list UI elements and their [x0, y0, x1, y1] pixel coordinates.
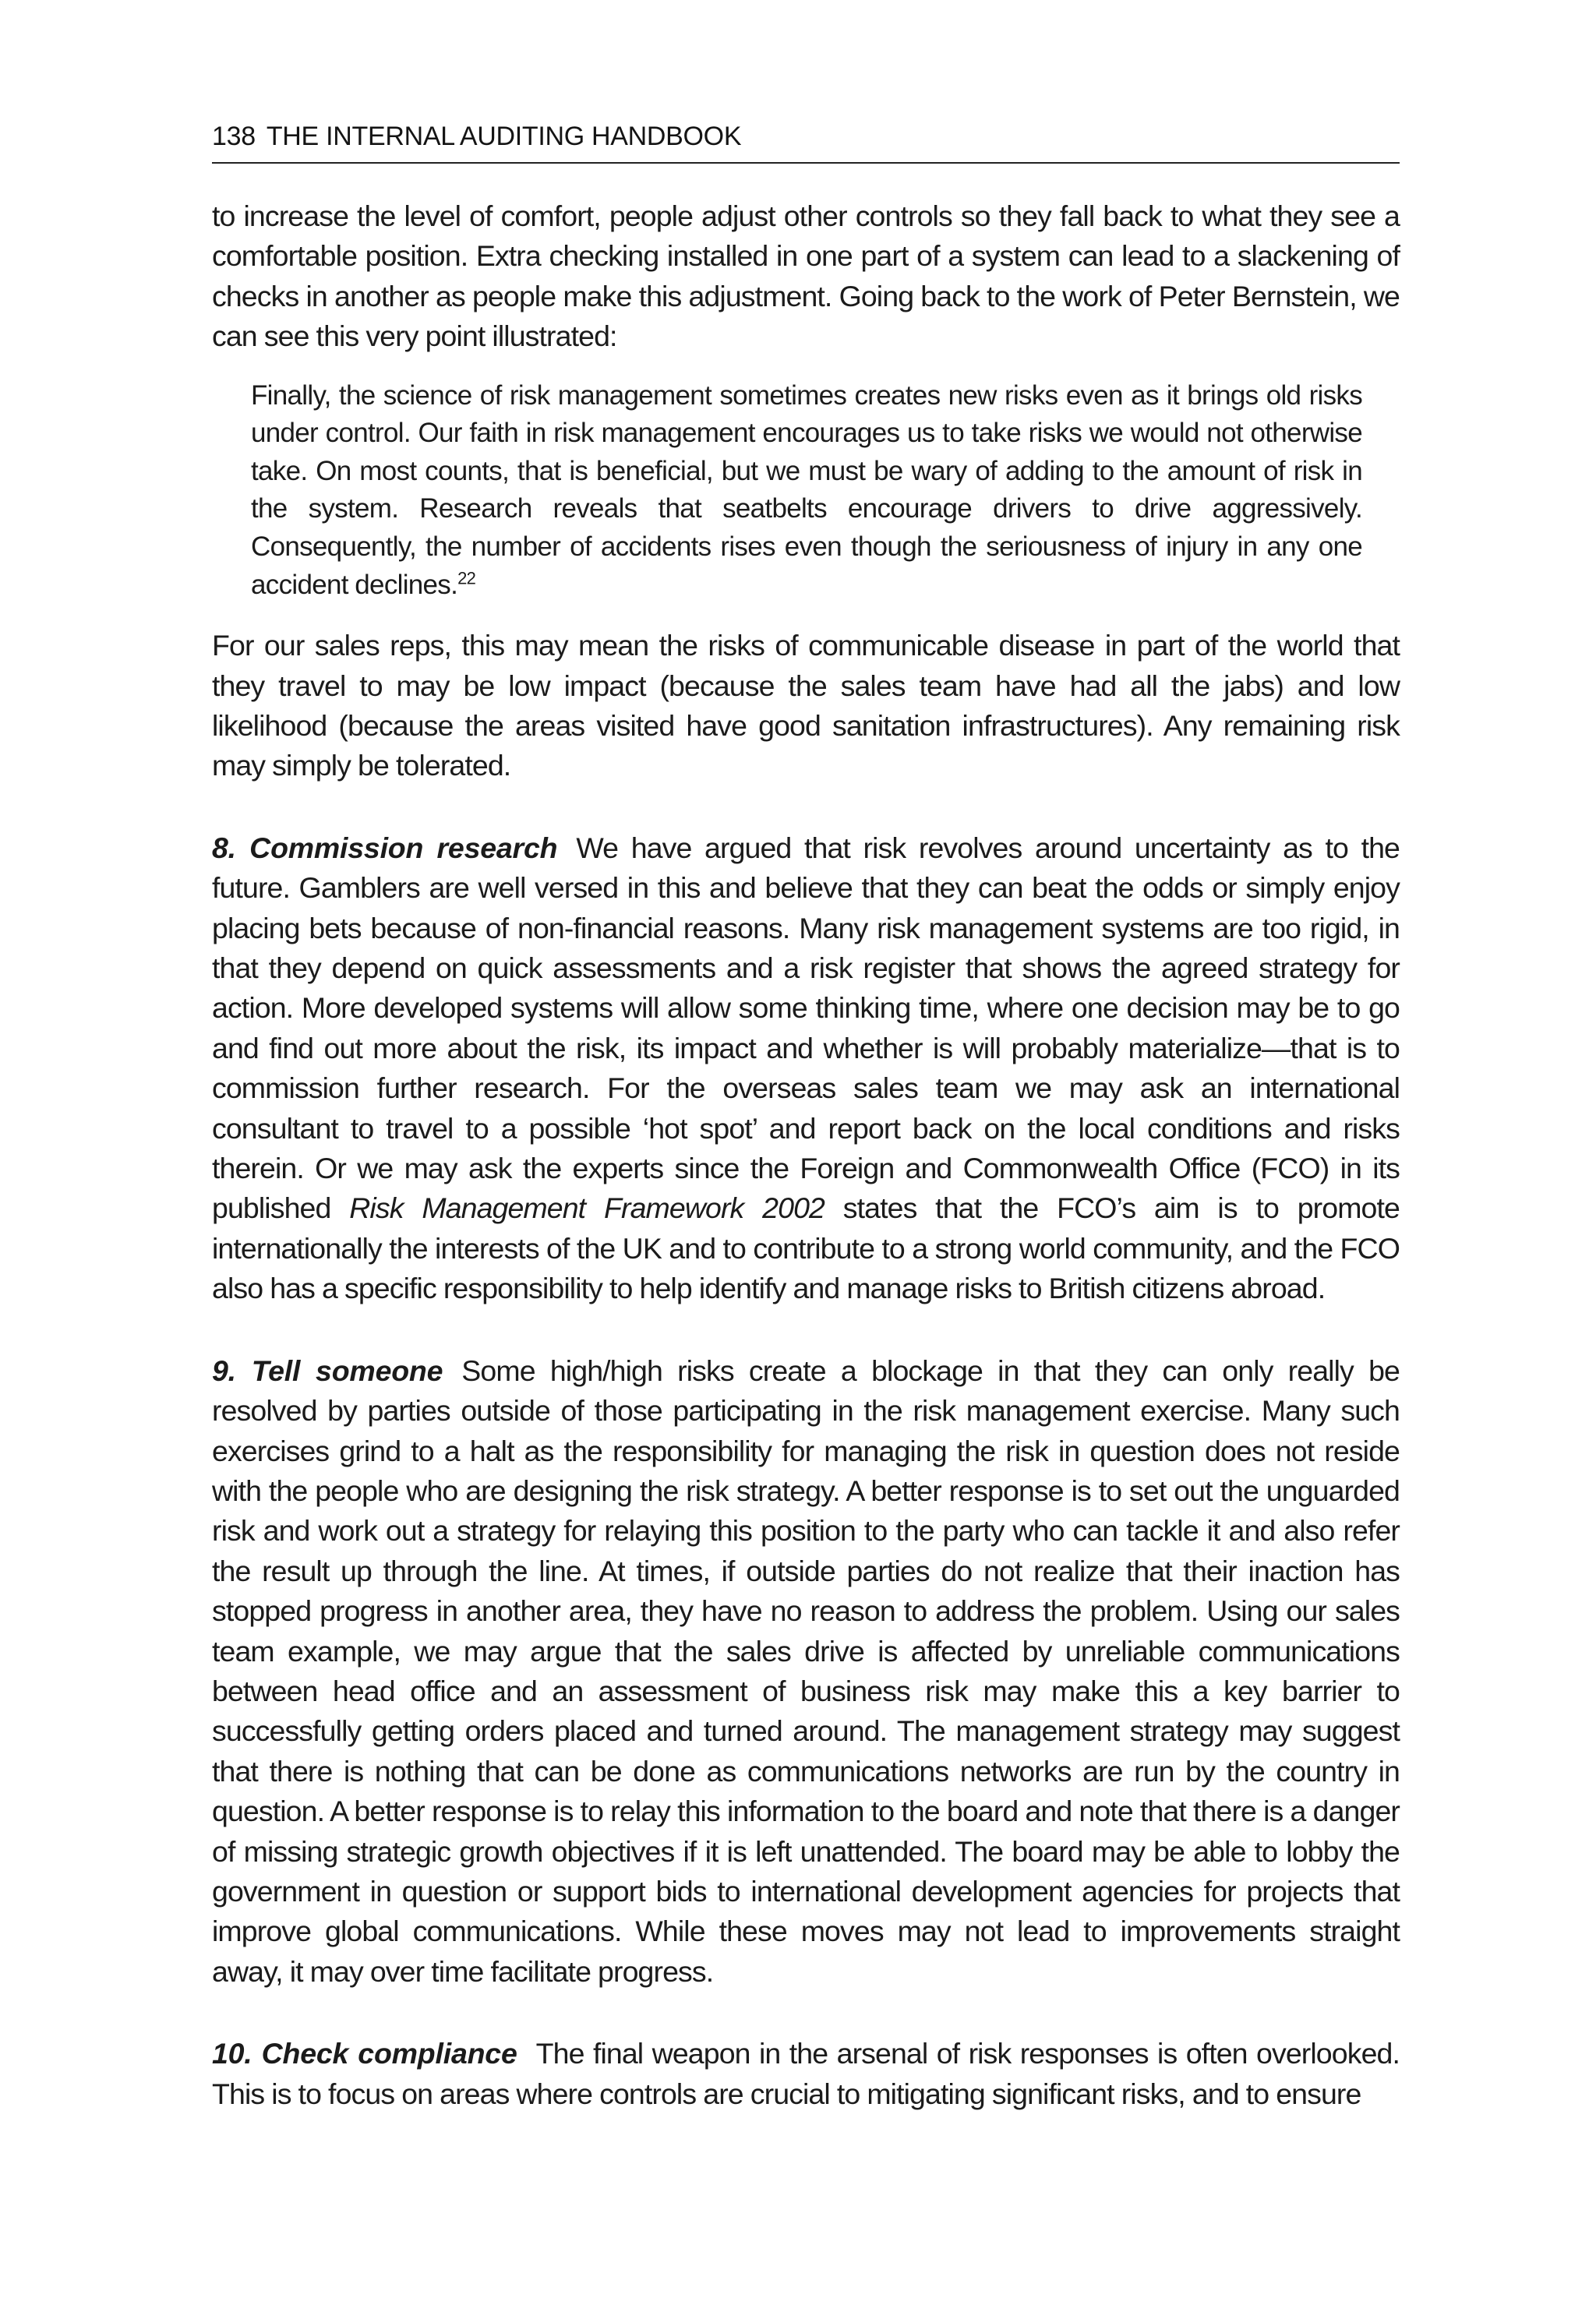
section-text: Some high/high risks create a blockage in that they can only really be resolved by parties outside of those participating in the risk management exercise. Many such exercises grind to a halt as the responsibility for managing the risk in question does not reside with the people who are designing the risk strategy. A better response is to set out the unguarded risk and work out a strategy for relaying this position to the party who can tackle it and also refer the result up through the line. At times, if outside parties do not realize that their inaction has stopped progress in another area, they have no reason to address the problem. Using our sales team example, we may argue that the sales drive is affected by unreliable communications between head office and an assessment of business risk may make this a key barrier to successfully getting orders placed and turned around. The management strategy may suggest that there is nothing that can be done as communications networks are run by the country in question. A better response is to relay this information to the board and note that there is a danger of missing strategic growth objectives if it is left unattended. The board may be able to lobby the government in question or support bids to international development agencies for projects that improve global communications. While these moves may not lead to improvements straight away, it may over time facilitate progress.: [212, 1354, 1400, 1988]
page-number: 138: [212, 122, 256, 151]
section-text: The final weapon in the arsenal of risk responses is often overlooked. This is to focus on areas where controls are crucial to mitigating significant risks, and to ensure: [212, 2037, 1400, 2110]
section-heading: 9. Tell someone: [212, 1354, 443, 1387]
section-text-continued: states that the FCO’s aim is to promote internationally the interests of the UK and to contribute to a strong world community, and the FCO also has a specific responsibility to help identify and manage risks to British citizens abroad.: [212, 1191, 1400, 1305]
quote-text: Finally, the science of risk management sometimes creates new risks even as it brings old risks under control. Our faith in risk management encourages us to take risks we would not otherwise take. On most counts, that is beneficial, but we must be wary of adding to the amount of risk in the system. Research reveals that seatbelts encourage drivers to drive aggressively. Consequently, the number of accidents rises even though the seriousness of injury in any one accident declines.: [251, 379, 1362, 600]
sales-reps-paragraph: For our sales reps, this may mean the risks of communicable disease in part of the world that they travel to may be low impact (because the sales team have had all the jabs) and low likelihood (because the areas visited have good sanitation infrastructures). Any remaining risk may simply be tolerated.: [212, 629, 1400, 782]
section-commission-research: [212, 828, 1400, 1309]
section-heading: 8. Commission research: [212, 831, 558, 864]
page-body: [212, 196, 1400, 2114]
block-quote: [251, 377, 1362, 605]
section-text: We have argued that risk revolves around uncertainty as to the future. Gamblers are well versed in this and believe that they can beat the odds or simply enjoy placing bets because of non-financial reasons. Many risk management systems are too rigid, in that they depend on quick assessments and a risk register that shows the agreed strategy for action. More developed systems will allow some thinking time, where one decision may be to go and find out more about the risk, its impact and whether is will probably materialize—that is to commission further research. For the overseas sales team we may ask an international consultant to travel to a possible ‘hot spot’ and report back on the local conditions and risks therein. Or we may ask the experts since the Foreign and Commonwealth Office (FCO) in its published: [212, 831, 1400, 1225]
section-heading: 10. Check compliance: [212, 2037, 517, 2070]
publication-title: Risk Management Framework 2002: [349, 1191, 824, 1225]
book-page: [212, 117, 1400, 2114]
running-header: [212, 117, 1400, 164]
intro-paragraph: to increase the level of comfort, people adjust other controls so they fall back to what they see a comfortable position. Extra checking installed in one part of a system can lead to a slackening of checks in another as people make this adjustment. Going back to the work of Peter Bernstein, we can see this very point illustrated:: [212, 199, 1400, 353]
book-title: THE INTERNAL AUDITING HANDBOOK: [266, 122, 742, 151]
section-tell-someone: [212, 1351, 1400, 1993]
section-check-compliance: [212, 2034, 1400, 2114]
footnote-marker: 22: [457, 567, 476, 588]
